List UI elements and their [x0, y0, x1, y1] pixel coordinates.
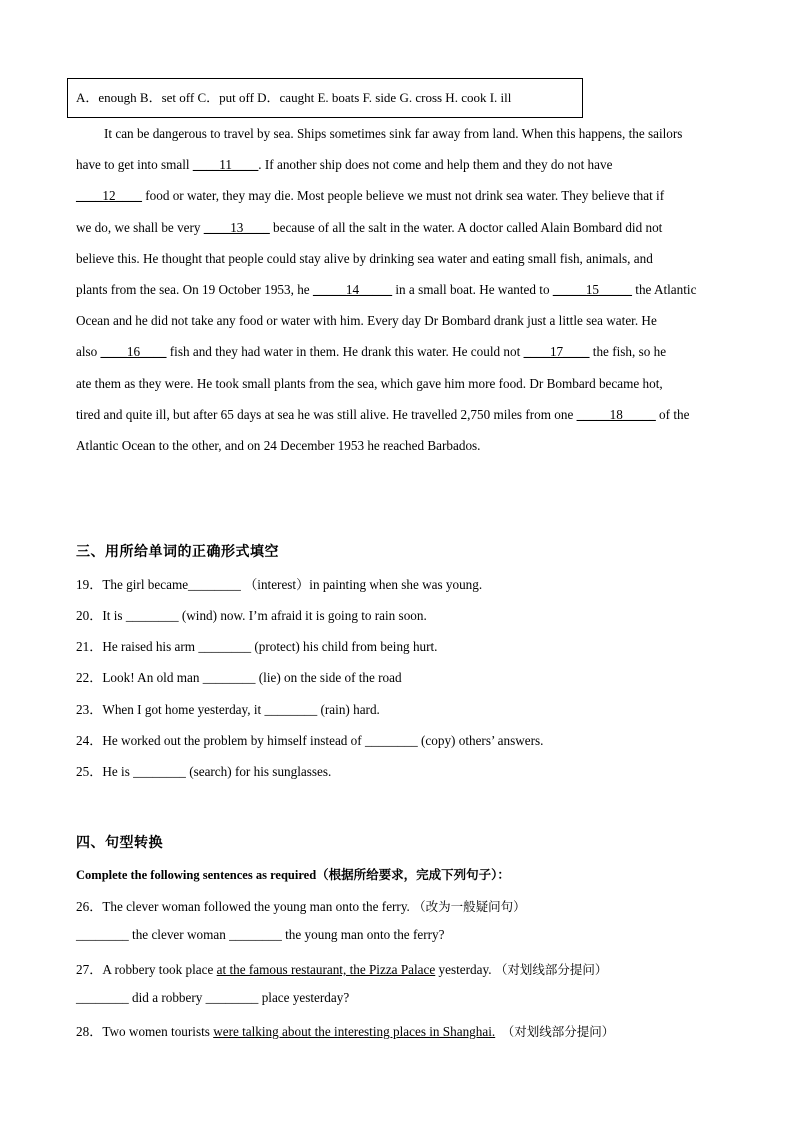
passage-text: ate them as they were. He took small plants from the sea, which gave him more food. Dr Bombard became hot,: [76, 375, 663, 391]
blank-17[interactable]: ____17____: [523, 344, 590, 360]
question-28-text-end: [495, 1024, 502, 1039]
passage-line: [76, 399, 726, 430]
question-25: 25．He is ________ (search) for his sunglasses.: [76, 764, 332, 779]
passage-line: [76, 430, 726, 461]
word-bank-box: [67, 78, 583, 118]
question-22: 22．Look! An old man ________ (lie) on the side of the road: [76, 670, 402, 685]
section-4-instruction: [76, 865, 510, 883]
passage-text: plants from the sea. On 19 October 1953, he: [76, 281, 313, 297]
question-27-text: 27．A robbery took place: [76, 962, 217, 977]
question-28-instruction: （对划线部分提问）: [501, 1024, 615, 1039]
passage-text: fish and they had water in them. He drank this water. He could not: [166, 344, 524, 360]
blank-15[interactable]: _____15_____: [552, 281, 632, 297]
question-19: 19．The girl became________ （interest）in painting when she was young.: [76, 577, 483, 592]
blank-18[interactable]: _____18_____: [576, 406, 656, 422]
question-20: 20．It is ________ (wind) now. I’m afraid it is going to rain soon.: [76, 608, 427, 623]
answer-27: ________ did a robbery ________ place yesterday?: [76, 990, 350, 1005]
question-27-underlined: at the famous restaurant, the Pizza Palace: [216, 962, 436, 977]
passage-line: [76, 149, 726, 180]
passage-text: of the: [655, 406, 690, 422]
answer-26: ________ the clever woman ________ the young man onto the ferry?: [76, 927, 445, 942]
instruction-en: Complete the following sentences as required: [76, 868, 317, 882]
passage-text: have to get into small: [76, 157, 193, 173]
question-28: [76, 1021, 614, 1040]
passage-line: [76, 274, 726, 305]
passage-line: [76, 180, 726, 211]
passage-text: the fish, so he: [589, 344, 667, 360]
passage-line: [76, 212, 726, 243]
passage-text: . If another ship does not come and help them and they do not have: [258, 157, 613, 173]
blank-11[interactable]: ____11____: [192, 157, 259, 173]
passage-line: [76, 368, 726, 399]
passage-text: we do, we shall be very: [76, 219, 204, 235]
question-26-instruction: （改为一般疑问句）: [413, 899, 526, 914]
passage-line: [76, 336, 726, 367]
passage-text: It can be dangerous to travel by sea. Ships sometimes sink far away from land. When this happens, the sailors: [104, 126, 683, 141]
word-bank-text: A．enough B．set off C．put off D．caught E. boats F. side G. cross H. cook I. ill: [76, 90, 512, 105]
question-26: [76, 896, 526, 915]
instruction-cn: （根据所给要求，完成下列句子）：: [316, 867, 510, 882]
passage-line: [76, 243, 726, 274]
passage-text: believe this. He thought that people could stay alive by drinking sea water and eating small fish, animals, and: [76, 250, 653, 266]
passage-text: Ocean and he did not take any food or water with him. Every day Dr Bombard drank just a little sea water. He: [76, 313, 657, 329]
question-21: 21．He raised his arm ________ (protect) his child from being hurt.: [76, 639, 438, 654]
question-24: 24．He worked out the problem by himself instead of ________ (copy) others’ answers.: [76, 733, 544, 748]
question-28-text: 28．Two women tourists: [76, 1024, 214, 1039]
passage-text: food or water, they may die. Most people believe we must not drink sea water. They believe that if: [141, 188, 665, 204]
question-27-instruction: （对划线部分提问）: [494, 962, 608, 977]
blank-13[interactable]: ____13____: [203, 219, 270, 235]
blank-16[interactable]: ____16____: [100, 344, 167, 360]
passage-text: the Atlantic: [631, 281, 697, 297]
passage-text: because of all the salt in the water. A doctor called Alain Bombard did not: [269, 219, 663, 235]
passage-text: tired and quite ill, but after 65 days at sea he was still alive. He travelled 2,750 miles from one: [76, 406, 577, 422]
blank-14[interactable]: _____14_____: [312, 281, 393, 297]
question-27-text-end: yesterday.: [435, 962, 495, 977]
section-4-heading: 四、句型转换: [76, 835, 163, 851]
question-26-text: 26．The clever woman followed the young man onto the ferry.: [76, 899, 414, 914]
question-28-underlined: were talking about the interesting places in Shanghai.: [213, 1024, 496, 1039]
blank-12[interactable]: ____12____: [76, 188, 142, 204]
passage-line: [76, 305, 726, 336]
question-27: [76, 959, 607, 978]
question-23: 23．When I got home yesterday, it ________ (rain) hard.: [76, 702, 380, 717]
cloze-passage: [76, 118, 726, 461]
passage-line: [76, 118, 726, 149]
section-3-heading: 三、用所给单词的正确形式填空: [76, 544, 279, 560]
passage-text: also: [76, 344, 101, 360]
passage-text: in a small boat. He wanted to: [392, 281, 553, 297]
passage-text: Atlantic Ocean to the other, and on 24 December 1953 he reached Barbados.: [76, 437, 481, 453]
